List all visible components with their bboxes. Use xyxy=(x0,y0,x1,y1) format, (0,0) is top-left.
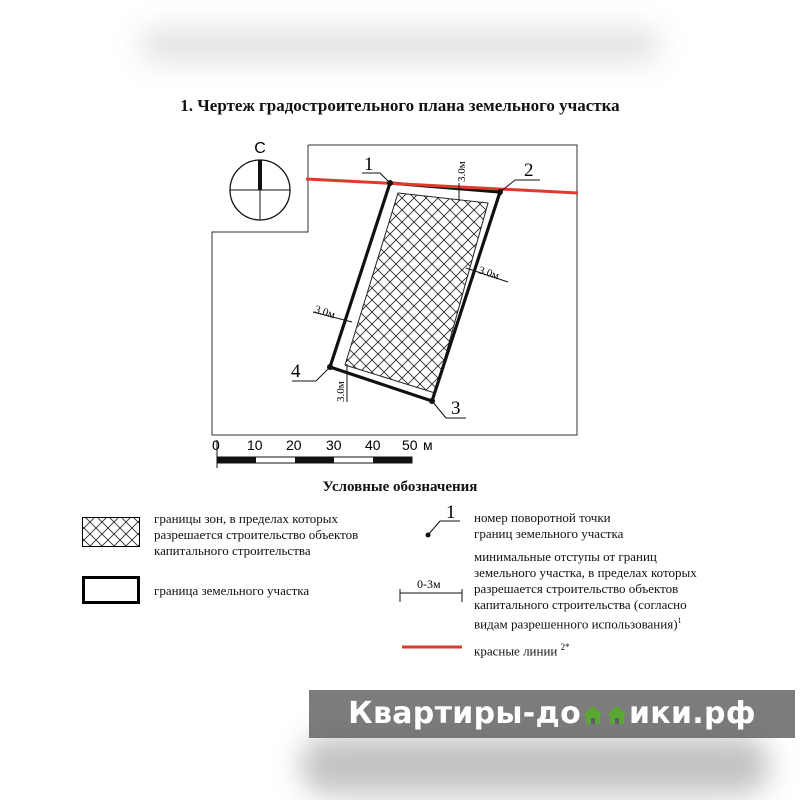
legend-plot-boundary-text: граница земельного участка xyxy=(154,583,310,598)
legend-setback-text: минимальные отступы от границ земельного участка, в пределах которых разрешается строительство объектов капитального строительства (согласно видам разрешенного использования)$^1$ xyxy=(474,549,697,632)
scale-tick-50: 50 xyxy=(402,437,418,453)
blurred-footer-area xyxy=(300,735,770,795)
scale-tick-10: 10 xyxy=(247,437,263,453)
point-3-label: 3 xyxy=(451,398,461,419)
watermark-text-end: ики.рф xyxy=(628,696,756,731)
point-1-label: 1 xyxy=(364,154,374,175)
scale-bar xyxy=(212,437,433,468)
page-title: 1. Чертеж градостроительного плана земельного участка xyxy=(180,96,620,115)
point-3-marker xyxy=(429,398,466,419)
legend-setback-sample xyxy=(400,577,462,602)
scale-tick-20: 20 xyxy=(286,437,302,453)
legend-title: Условные обозначения xyxy=(322,479,478,495)
house-icon xyxy=(582,692,604,712)
point-4-label: 4 xyxy=(291,361,301,382)
setback-label-top: 3.0м xyxy=(456,161,468,182)
scale-tick-0: 0 xyxy=(212,437,220,453)
site-watermark xyxy=(309,690,795,738)
scale-unit: м xyxy=(423,437,433,453)
legend-zone-swatch xyxy=(82,517,140,547)
red-line-footnote: 2* xyxy=(560,642,570,652)
legend-plot-boundary-swatch xyxy=(82,576,140,604)
legend-setback-sample-label: 0-3м xyxy=(417,577,441,591)
point-2-label: 2 xyxy=(524,160,534,181)
scale-tick-30: 30 xyxy=(326,437,342,453)
legend-point-text: номер поворотной точки границ земельного участка xyxy=(474,510,624,541)
legend-point-sample-label: 1 xyxy=(446,502,456,523)
house-icon xyxy=(606,692,628,712)
setback-label-right: 3.0м xyxy=(477,264,501,283)
legend-point-sample xyxy=(426,502,461,538)
red-line xyxy=(306,179,578,193)
north-compass xyxy=(230,140,290,220)
scale-tick-40: 40 xyxy=(365,437,381,453)
legend-zone-text: границы зон, в пределах которых разрешается строительство объектов капитального строительства xyxy=(154,511,359,558)
setback-footnote: 1 xyxy=(677,616,682,625)
watermark-text-start: Квартиры-до xyxy=(348,696,581,731)
compass-north-label: С xyxy=(254,140,266,157)
setback-label-bottom: 3.0м xyxy=(335,381,347,402)
legend-red-line-text: красные линии $^{2*}$ xyxy=(474,642,570,659)
setback-label-left: 3.0м xyxy=(313,303,337,322)
point-4-marker xyxy=(291,361,333,382)
setback-marker-top xyxy=(456,161,468,201)
